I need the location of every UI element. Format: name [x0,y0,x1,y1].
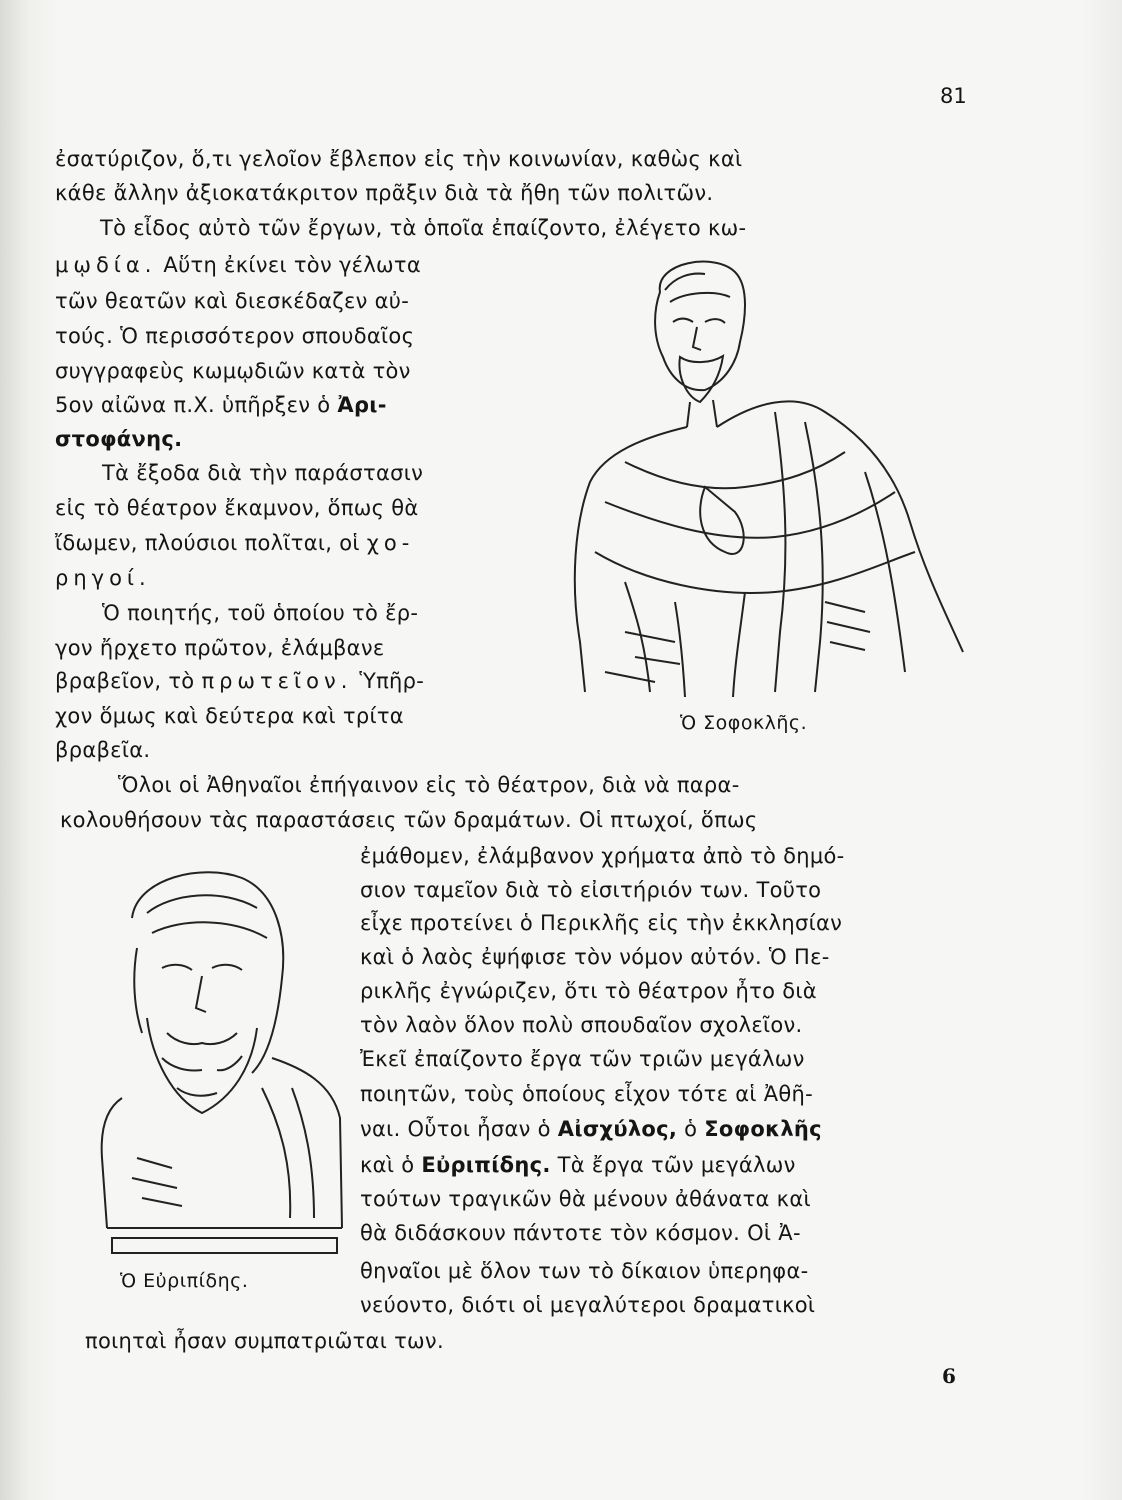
text-line: τούτων τραγικῶν θὰ μένουν ἀθάνατα καὶ [360,1187,811,1211]
text-line: κολουθήσουν τὰς παραστάσεις τῶν δραμάτων. Οἱ πτωχοί, ὅπως [60,808,758,832]
sophocles-illustration [565,252,975,702]
text-line: ἐσατύριζον, ὅ,τι γελοῖον ἔβλεπον εἰς τὴν κοινωνίαν, καθὼς καὶ [55,147,743,171]
sophocles-statue-icon [565,252,975,702]
text-line: ρικλῆς ἐγνώριζεν, ὅτι τὸ θέατρον ἦτο διὰ [360,979,817,1003]
text-line [55,392,387,418]
text-line: γον ἤρχετο πρῶτον, ἐλάμβανε [55,636,385,660]
bold-name: Ἀρι- [337,393,387,417]
text-span: Ὑπῆρ- [359,669,425,693]
euripides-illustration [92,858,352,1263]
text-line: συγγραφεὺς κωμῳδιῶν κατὰ τὸν [55,359,411,383]
text-span: ναι. Οὗτοι ἦσαν ὁ [360,1117,551,1141]
text-line: τὸν λαὸν ὅλον πολὺ σπουδαῖον σχολεῖον. [360,1013,803,1037]
text-line: τῶν θεατῶν καὶ διεσκέδαζεν αὐ- [55,289,410,313]
text-line [55,530,414,556]
text-line: χον ὅμως καὶ δεύτερα καὶ τρίτα [55,704,404,728]
text-line: καὶ ὁ λαὸς ἐψήφισε τὸν νόμον αὐτόν. Ὁ Πε- [360,945,830,969]
euripides-caption: Ὁ Εὐριπίδης. [120,1270,249,1292]
bold-name: στοφάνης. [55,427,183,451]
bold-name: Αἰσχύλος, [557,1117,678,1141]
text-span: 5ον αἰῶνα π.Χ. ὑπῆρξεν ὁ [55,393,331,417]
text-line: ποιητῶν, τοὺς ὁποίους εἶχον τότε αἱ Ἀθῆ- [360,1082,814,1106]
text-line: εἰς τὸ θέατρον ἔκαμνον, ὅπως θὰ [55,496,419,520]
text-line: εἶχε προτείνει ὁ Περικλῆς εἰς τὴν ἐκκλησίαν [360,911,843,935]
text-span: Τὰ ἔργα τῶν μεγάλων [557,1153,796,1177]
text-span: ὁ [684,1117,698,1141]
text-span: ἴδωμεν, πλούσιοι πολῖται, οἱ [55,531,360,555]
text-line: τούς. Ὁ περισσότερον σπουδαῖος [55,324,415,348]
text-line: σιον ταμεῖον διὰ τὸ εἰσιτήριόν των. Τοῦτο [360,878,822,902]
page-number: 81 [940,84,967,108]
text-line: βραβεῖα. [55,738,151,762]
text-line: Ὅλοι οἱ Ἀθηναῖοι ἐπήγαινον εἰς τὸ θέατρον, διὰ νὰ παρα- [118,773,740,797]
text-line: ποιηταὶ ἦσαν συμπατριῶται των. [85,1329,444,1353]
text-line: Ὁ ποιητής, τοῦ ὁποίου τὸ ἔρ- [102,601,419,625]
text-span: βραβεῖον, τὸ [55,669,195,693]
text-span: καὶ ὁ [360,1153,415,1177]
spaced-term: ρηγοί. [55,566,151,590]
text-line [55,426,182,452]
text-line: ἐμάθομεν, ἐλάμβανον χρήματα ἀπὸ τὸ δημό- [360,844,845,868]
text-line: κάθε ἄλλην ἀξιοκατάκριτον πρᾶξιν διὰ τὰ ἤθη τῶν πολιτῶν. [55,181,714,205]
text-span: Αὕτη ἐκίνει τὸν γέλωτα [163,253,422,277]
bold-name: Σοφοκλῆς [704,1117,822,1141]
text-line: νεύοντο, διότι οἱ μεγαλύτεροι δραματικοὶ [360,1293,816,1317]
euripides-bust-icon [92,858,352,1263]
spaced-term: πρωτεῖον. [201,669,353,693]
text-line: Τὸ εἶδος αὐτὸ τῶν ἔργων, τὰ ὁποῖα ἐπαίζοντο, ἐλέγετο κω- [100,216,747,240]
signature-mark: 6 [942,1364,956,1388]
text-line: Ἐκεῖ ἐπαίζοντο ἔργα τῶν τριῶν μεγάλων [360,1047,805,1071]
bold-name: Εὐριπίδης. [421,1153,551,1177]
spaced-term: χο- [366,531,415,555]
text-line: Τὰ ἔξοδα διὰ τὴν παράστασιν [102,461,424,485]
text-line [55,565,151,591]
sophocles-caption: Ὁ Σοφοκλῆς. [680,712,808,734]
text-line [55,252,421,278]
text-line: θὰ διδάσκουν πάντοτε τὸν κόσμον. Οἱ Ἀ- [360,1221,801,1245]
spaced-term: μῳδία. [55,253,157,277]
text-line [360,1152,796,1178]
text-line [55,668,424,694]
text-line: θηναῖοι μὲ ὅλον των τὸ δίκαιον ὑπερηφα- [360,1259,809,1283]
text-line [360,1116,822,1142]
